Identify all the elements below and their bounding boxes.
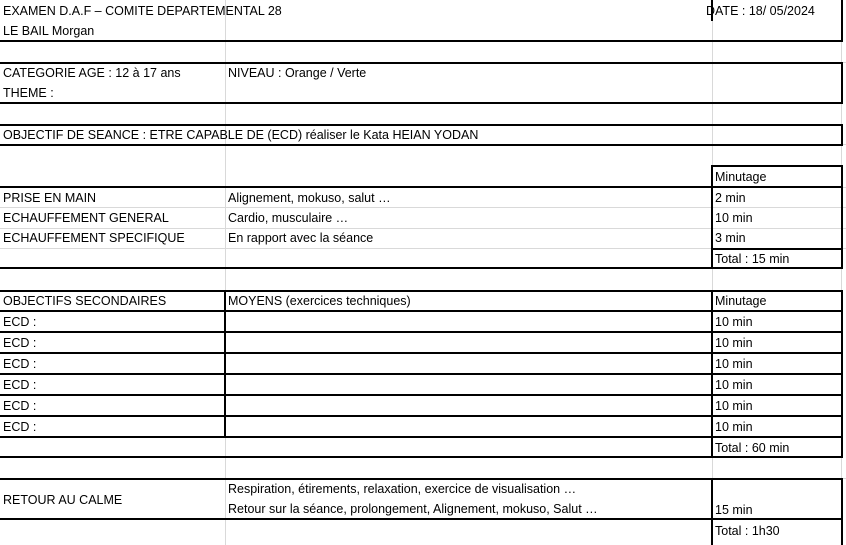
session-objective: OBJECTIF DE SEANCE : ETRE CAPABLE DE (ECD) réaliser le Kata HEIAN YODAN [3,128,479,142]
warmup-row-label: ECHAUFFEMENT SPECIFIQUE [3,231,185,245]
secondary-row-rule [0,415,843,417]
exam-title: EXAMEN D.A.F – COMITE DEPARTEMENTAL 28 [3,4,282,18]
cooldown-label: RETOUR AU CALME [3,493,123,507]
timing-header: Minutage [715,170,767,184]
level: NIVEAU : Orange / Verte [228,66,367,80]
secondary-row-label: ECD : [3,420,37,434]
warmup-row-time: 10 min [715,211,753,225]
warmup-row-time: 3 min [715,231,746,245]
secondary-row-time: 10 min [715,315,753,329]
secondary-header-timing: Minutage [715,294,767,308]
cooldown-time-divider [711,478,713,545]
warmup-total: Total : 15 min [715,252,790,266]
secondary-row-time: 10 min [715,420,753,434]
secondary-row-rule [0,436,843,438]
candidate-name: LE BAIL Morgan [3,24,95,38]
secondary-row-label: ECD : [3,315,37,329]
secondary-row-label: ECD : [3,357,37,371]
grand-total: Total : 1h30 [715,524,780,538]
cooldown-total-right [841,518,843,545]
secondary-row-label: ECD : [3,336,37,350]
warmup-row-label: PRISE EN MAIN [3,191,97,205]
warmup-row-content: Alignement, mokuso, salut … [228,191,391,205]
timing-header-rule [0,186,843,188]
warmup-bottom-rule [0,267,843,269]
cooldown-line-2: Retour sur la séance, prolongement, Alignement, mokuso, Salut … [228,502,598,516]
secondary-total: Total : 60 min [715,441,790,455]
cooldown-time: 15 min [715,503,753,517]
secondary-row-rule [0,394,843,396]
warmup-row-label: ECHAUFFEMENT GENERAL [3,211,169,225]
warmup-row-content: Cardio, musculaire … [228,211,349,225]
secondary-row-time: 10 min [715,399,753,413]
total-rule [711,248,843,250]
theme: THEME : [3,86,54,100]
secondary-row-label: ECD : [3,378,37,392]
secondary-row-rule [0,373,843,375]
secondary-row-time: 10 min [715,378,753,392]
secondary-row-rule [0,331,843,333]
exam-date: DATE : 18/ 05/2024 [706,4,815,18]
secondary-row-time: 10 min [715,336,753,350]
warmup-row-content: En rapport avec la séance [228,231,374,245]
secondary-row-label: ECD : [3,399,37,413]
secondary-row-rule [0,310,843,312]
secondary-header-objectives: OBJECTIFS SECONDAIRES [3,294,167,308]
age-category: CATEGORIE AGE : 12 à 17 ans [3,66,181,80]
secondary-row-rule [0,352,843,354]
cooldown-line-1: Respiration, étirements, relaxation, exercice de visualisation … [228,482,577,496]
warmup-row-time: 2 min [715,191,746,205]
secondary-header-means: MOYENS (exercices techniques) [228,294,411,308]
secondary-row-time: 10 min [715,357,753,371]
